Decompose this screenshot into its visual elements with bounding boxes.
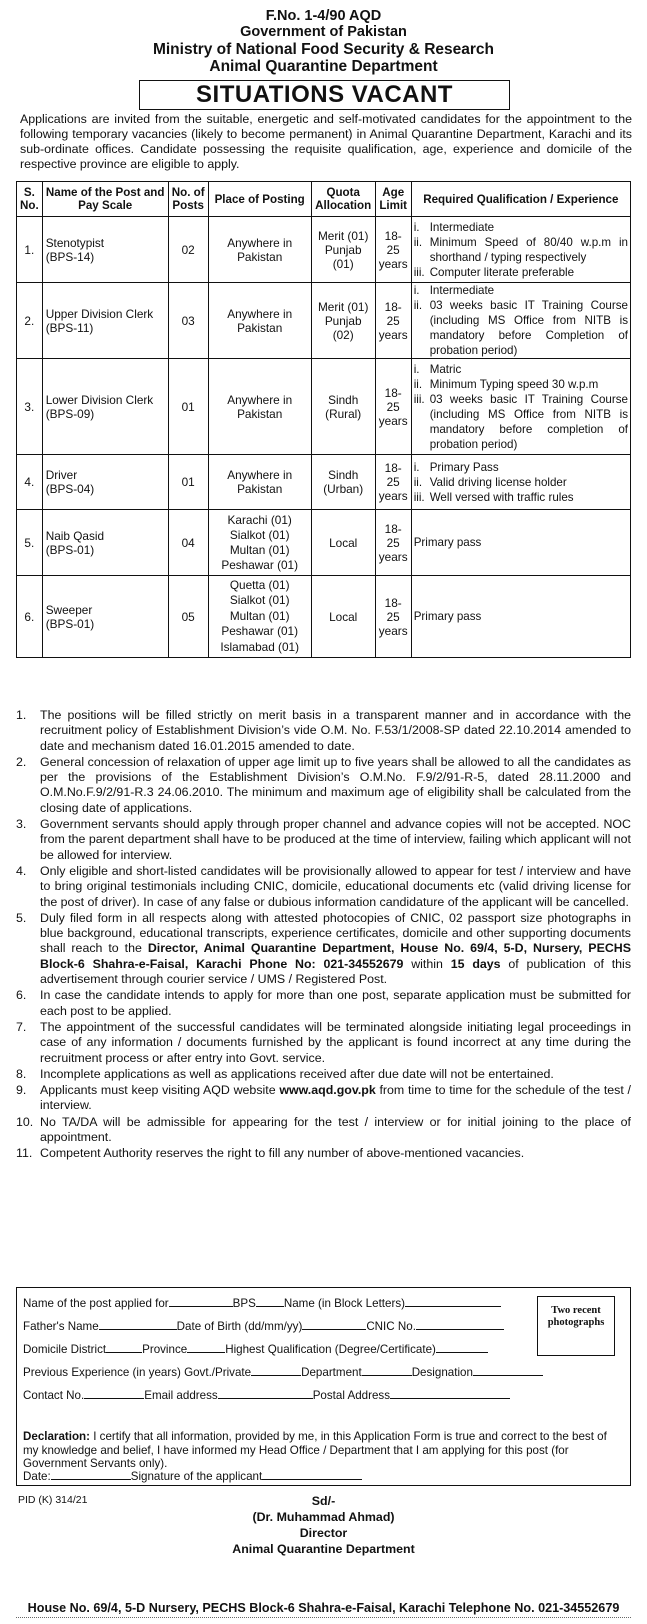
col-place: Place of Posting xyxy=(208,182,311,217)
list-item: 6. In case the candidate intends to apply for more than one post, separate application must be submitted for each post to be applied. xyxy=(16,988,631,1018)
dob-field[interactable] xyxy=(302,1319,366,1330)
signatory-department: Animal Quarantine Department xyxy=(232,1542,415,1556)
department-line: Animal Quarantine Department xyxy=(209,58,438,75)
list-item: 11. Competent Authority reserves the right to fill any number of above-mentioned vacancies. xyxy=(16,1146,525,1161)
ministry-line: Ministry of National Food Security & Research xyxy=(152,41,495,58)
col-age: Age Limit xyxy=(375,182,411,217)
email-field[interactable] xyxy=(218,1388,313,1399)
qualification-cell: i. Matric ii. Minimum Typing speed 30 w.p.m iii. 03 weeks basic IT Training Course (including MS Office from NITB is mandatory before completion of probation period) xyxy=(411,359,630,455)
list-item: 8. Incomplete applications as well as applications received after due date will not be entertained. xyxy=(16,1066,554,1081)
form-row-domicile: Domicile District Province Highest Qualification (Degree/Certificate) xyxy=(23,1342,488,1356)
declaration: Declaration: I certify that all information, provided by me, in this Application Form is true and correct to the best of my knowledge and belief, I have informed my Head Office / Department that I am applying for this post (for Government Servants only). xyxy=(23,1430,607,1470)
table-row: 3. Lower Division Clerk (BPS-09) 01 Anywhere in Pakistan Sindh (Rural) 18-25 years i. Matric ii. Minimum Typing speed 30 w.p.m iii. 03 weeks basic IT Training Course (including MS Office from NITB is mandatory before completion of probation period) xyxy=(17,359,631,455)
qualification-field[interactable] xyxy=(436,1342,488,1353)
list-item: 2. General concession of relaxation of upper age limit up to five years shall be allowed to all the candidates as per the provisions of the Establishment Division’s O.M.No. F.9/2/91-R-5, dated 28.11.2000 and O.M.No.F.9/2/91-R.3 24.06.2010. The minimum and maximum age of eligibility shall be calculated from the closing date of applications. xyxy=(16,754,631,815)
col-post: Name of the Post and Pay Scale xyxy=(42,182,168,217)
list-item: 1. The positions will be filled strictly on merit basis in a transparent manner and in accordance with the recruitment policy of Establishment Division’s vide O.M. No. F.53/1/2008-SP dated 22.10.2014 amended to date and mechanism dated 16.01.2015 amended to date. xyxy=(16,708,631,753)
list-item: 4. Only eligible and short-listed candidates will be provisionally allowed to appear for test / interview and have to bring original testimonials including CNIC, domicile, educational documents etc (valid driving license for the post of driver). In case of any false or dubious information candidature of the applicant will be cancelled. xyxy=(16,863,631,909)
domicile-field[interactable] xyxy=(106,1342,142,1353)
form-row-contact: Contact No. Email address Postal Address xyxy=(23,1388,510,1402)
signatory-name: (Dr. Muhammad Ahmad) xyxy=(252,1510,395,1524)
list-item: 9. Applicants must keep visiting AQD website www.aqd.gov.pk from time to time for the schedule of the test / interview. xyxy=(16,1083,631,1113)
footer-divider xyxy=(16,1617,631,1618)
qualification-cell: i. Intermediate ii. 03 weeks basic IT Training Course (including MS Office from NITB is mandatory before Completion of probation period) xyxy=(411,283,630,359)
pid-number: PID (K) 314/21 xyxy=(18,1494,88,1506)
situations-vacant-banner xyxy=(139,80,510,110)
list-item: 10. No TA/DA will be admissible for appearing for the test / interview or for initial joining to the place of appointment. xyxy=(16,1114,631,1145)
contact-field[interactable] xyxy=(84,1388,144,1399)
form-row-post: Name of the post applied for BPS Name (in Block Letters) xyxy=(23,1296,501,1310)
date-field[interactable] xyxy=(51,1469,131,1480)
banner-title: SITUATIONS VACANT xyxy=(196,81,453,108)
bps-field[interactable] xyxy=(256,1296,284,1307)
qualification-cell: i. Primary Pass ii. Valid driving license holder iii. Well versed with traffic rules xyxy=(411,455,630,510)
table-header-row xyxy=(17,182,631,217)
signature-sd: Sd/- xyxy=(311,1494,336,1508)
table-row: 5. Naib Qasid (BPS-01) 04 Karachi (01) Sialkot (01) Multan (01) Peshawar (01) Local 18-25 years Primary pass xyxy=(17,510,631,576)
file-number: F.No. 1-4/90 AQD xyxy=(265,8,382,24)
website-link[interactable]: www.aqd.gov.pk xyxy=(279,1083,376,1098)
qualification-cell: i. Intermediate ii. Minimum Speed of 80/40 w.p.m in shorthand / typing respectively iii. Computer literate preferable xyxy=(411,217,630,283)
table-row: 4. Driver (BPS-04) 01 Anywhere in Pakistan Sindh (Urban) 18-25 years i. Primary Pass ii. Valid driving license holder iii. Well versed with traffic rules xyxy=(17,455,631,510)
list-item: 7. The appointment of the successful candidates will be terminated alongside initiating legal proceedings in case of any information / documents furnished by the applicant is found incorrect at any time during the recruitment process or after entry into Govt. service. xyxy=(16,1019,631,1065)
designation-field[interactable] xyxy=(473,1365,543,1376)
list-item: 3. Government servants should apply through proper channel and advance copies will not be accepted. NOC from the parent department shall have to be produced at the time of interview, failing which applicant will not be allowed for interview. xyxy=(16,817,631,862)
form-row-signature: Date: Signature of the applicant xyxy=(23,1469,362,1483)
vacancies-table xyxy=(16,181,631,658)
department-field[interactable] xyxy=(362,1365,412,1376)
form-row-father: Father's Name Date of Birth (dd/mm/yy) CNIC No. xyxy=(23,1319,504,1333)
col-qualification: Required Qualification / Experience xyxy=(411,182,630,217)
postal-address-field[interactable] xyxy=(390,1388,510,1399)
fathers-name-field[interactable] xyxy=(99,1319,177,1330)
form-row-experience: Previous Experience (in years) Govt./Private Department Designation xyxy=(23,1365,543,1379)
table-row: 2. Upper Division Clerk (BPS-11) 03 Anywhere in Pakistan Merit (01) Punjab (02) 18-25 years i. Intermediate ii. 03 weeks basic IT Training Course (including MS Office from NITB is mandatory before Completion of probation period) xyxy=(17,283,631,359)
table-row: 6. Sweeper (BPS-01) 05 Quetta (01) Sialkot (01) Multan (01) Peshawar (01) Islamabad (01) Local 18-25 years Primary pass xyxy=(17,576,631,658)
experience-field[interactable] xyxy=(251,1365,301,1376)
name-field[interactable] xyxy=(405,1296,501,1307)
cnic-field[interactable] xyxy=(416,1319,504,1330)
signature-field[interactable] xyxy=(262,1469,362,1480)
application-form xyxy=(16,1287,631,1486)
government-line: Government of Pakistan xyxy=(240,24,407,40)
office-address: House No. 69/4, 5-D Nursery, PECHS Block-6 Shahra-e-Faisal, Karachi Telephone No. 021-34552679 xyxy=(27,1601,620,1615)
table-row: 1. Stenotypist (BPS-14) 02 Anywhere in Pakistan Merit (01) Punjab (01) 18-25 years i. Intermediate ii. Minimum Speed of 80/40 w.p.m in shorthand / typing respectively iii. Computer literate preferable xyxy=(17,217,631,283)
signatory-title: Director xyxy=(299,1526,348,1540)
col-posts: No. of Posts xyxy=(168,182,208,217)
intro-paragraph: Applications are invited from the suitable, energetic and self-motivated candidates for the appointment to the following temporary vacancies (likely to become permanent) in Animal Quarantine Department, Karachi and its sub-ordinate offices. Candidate possessing the requisite qualification, age, experience and domicile of the respective province are eligible to apply. xyxy=(20,112,632,171)
province-field[interactable] xyxy=(187,1342,225,1353)
col-quota: Quota Allocation xyxy=(311,182,375,217)
photo-box: Two recent photographs xyxy=(537,1296,615,1356)
list-item: 5. Duly filed form in all respects along with attested photocopies of CNIC, 02 passport size photographs in blue background, educational transcripts, experience certificates, domicile and other supporting documents shall reach to the Director, Animal Quarantine Department, House No. 69/4, 5-D, Nursery, PECHS Block-6 Shahra-e-Faisal, Karachi Phone No: 021-34552679 within 15 days of publication of this advertisement through courier service / UMS / Registered Post. xyxy=(16,910,632,987)
col-sno: S. No. xyxy=(17,182,43,217)
post-applied-field[interactable] xyxy=(169,1296,233,1307)
terms-list xyxy=(16,708,631,1163)
